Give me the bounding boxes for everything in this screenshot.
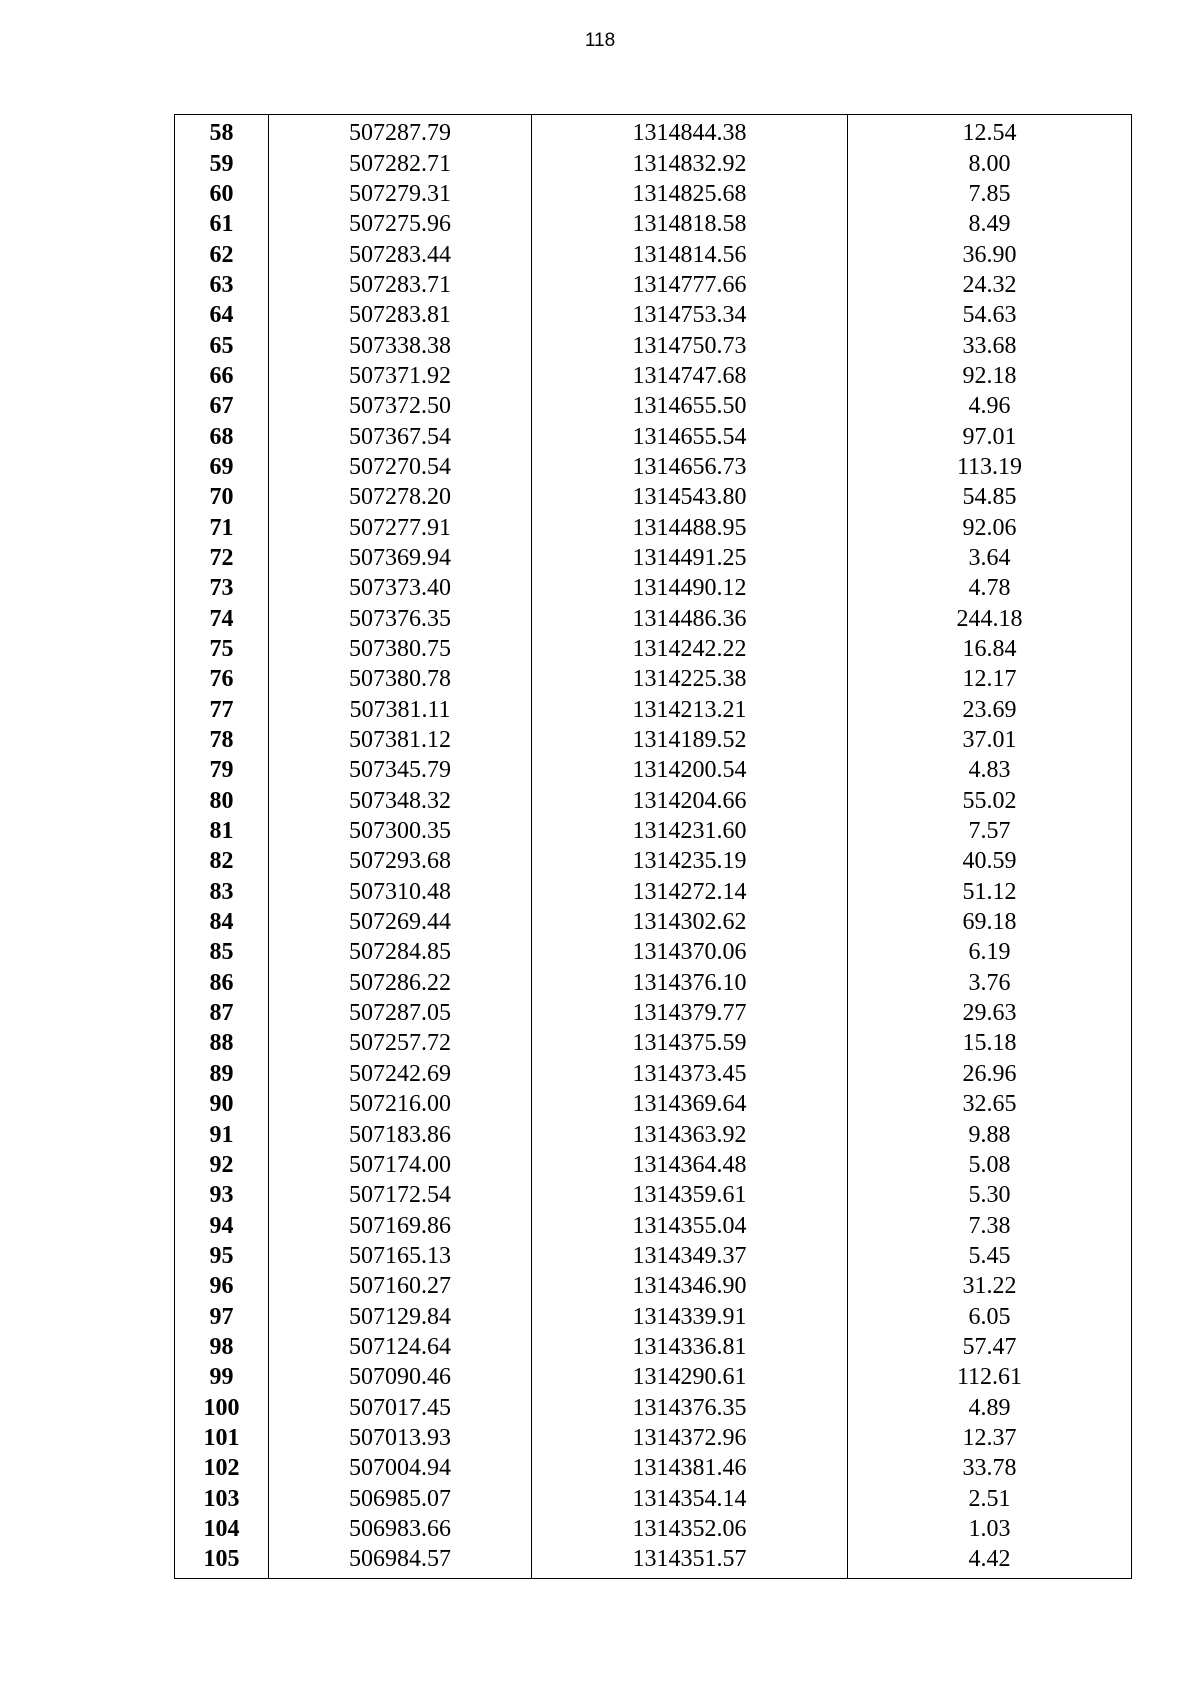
y-coordinate-cell: 1314490.12 [532, 573, 848, 603]
y-coordinate-cell: 1314200.54 [532, 755, 848, 785]
distance-cell: 12.17 [848, 664, 1132, 694]
y-coordinate-cell: 1314302.62 [532, 907, 848, 937]
table-row [175, 1028, 1132, 1058]
y-coordinate-cell: 1314231.60 [532, 816, 848, 846]
x-coordinate-cell: 507160.27 [269, 1271, 532, 1301]
y-coordinate-cell: 1314354.14 [532, 1483, 848, 1513]
x-coordinate-cell: 507345.79 [269, 755, 532, 785]
point-number-cell: 79 [175, 755, 269, 785]
y-coordinate-cell: 1314346.90 [532, 1271, 848, 1301]
y-coordinate-cell: 1314204.66 [532, 786, 848, 816]
table-row [175, 1362, 1132, 1392]
x-coordinate-cell: 507269.44 [269, 907, 532, 937]
x-coordinate-cell: 507381.11 [269, 695, 532, 725]
distance-cell: 7.85 [848, 179, 1132, 209]
x-coordinate-cell: 507381.12 [269, 725, 532, 755]
x-coordinate-cell: 507277.91 [269, 512, 532, 542]
y-coordinate-cell: 1314488.95 [532, 512, 848, 542]
point-number-cell: 82 [175, 846, 269, 876]
point-number-cell: 91 [175, 1119, 269, 1149]
x-coordinate-cell: 507293.68 [269, 846, 532, 876]
y-coordinate-cell: 1314272.14 [532, 877, 848, 907]
table-row [175, 1423, 1132, 1453]
x-coordinate-cell: 506983.66 [269, 1514, 532, 1544]
distance-cell: 16.84 [848, 634, 1132, 664]
x-coordinate-cell: 507172.54 [269, 1180, 532, 1210]
distance-cell: 54.85 [848, 482, 1132, 512]
point-number-cell: 94 [175, 1210, 269, 1240]
x-coordinate-cell: 506985.07 [269, 1483, 532, 1513]
distance-cell: 5.45 [848, 1241, 1132, 1271]
x-coordinate-cell: 507369.94 [269, 543, 532, 573]
point-number-cell: 85 [175, 937, 269, 967]
point-number-cell: 96 [175, 1271, 269, 1301]
coordinates-table-body [175, 115, 1132, 1579]
table-row [175, 604, 1132, 634]
table-row [175, 482, 1132, 512]
x-coordinate-cell: 507283.81 [269, 300, 532, 330]
distance-cell: 113.19 [848, 452, 1132, 482]
y-coordinate-cell: 1314290.61 [532, 1362, 848, 1392]
y-coordinate-cell: 1314369.64 [532, 1089, 848, 1119]
point-number-cell: 71 [175, 512, 269, 542]
point-number-cell: 66 [175, 361, 269, 391]
distance-cell: 92.06 [848, 512, 1132, 542]
table-row [175, 270, 1132, 300]
table-row [175, 115, 1132, 149]
y-coordinate-cell: 1314814.56 [532, 239, 848, 269]
point-number-cell: 68 [175, 421, 269, 451]
distance-cell: 37.01 [848, 725, 1132, 755]
x-coordinate-cell: 507174.00 [269, 1150, 532, 1180]
x-coordinate-cell: 507371.92 [269, 361, 532, 391]
y-coordinate-cell: 1314379.77 [532, 998, 848, 1028]
distance-cell: 112.61 [848, 1362, 1132, 1392]
point-number-cell: 104 [175, 1514, 269, 1544]
table-row [175, 148, 1132, 178]
y-coordinate-cell: 1314189.52 [532, 725, 848, 755]
distance-cell: 7.38 [848, 1210, 1132, 1240]
table-row [175, 786, 1132, 816]
distance-cell: 33.78 [848, 1453, 1132, 1483]
y-coordinate-cell: 1314825.68 [532, 179, 848, 209]
point-number-cell: 86 [175, 968, 269, 998]
table-row [175, 179, 1132, 209]
point-number-cell: 63 [175, 270, 269, 300]
distance-cell: 23.69 [848, 695, 1132, 725]
point-number-cell: 60 [175, 179, 269, 209]
point-number-cell: 70 [175, 482, 269, 512]
distance-cell: 51.12 [848, 877, 1132, 907]
point-number-cell: 83 [175, 877, 269, 907]
distance-cell: 5.30 [848, 1180, 1132, 1210]
y-coordinate-cell: 1314656.73 [532, 452, 848, 482]
table-row [175, 877, 1132, 907]
x-coordinate-cell: 507338.38 [269, 330, 532, 360]
point-number-cell: 102 [175, 1453, 269, 1483]
point-number-cell: 80 [175, 786, 269, 816]
table-row [175, 421, 1132, 451]
x-coordinate-cell: 507380.75 [269, 634, 532, 664]
point-number-cell: 93 [175, 1180, 269, 1210]
y-coordinate-cell: 1314376.35 [532, 1392, 848, 1422]
x-coordinate-cell: 507287.79 [269, 115, 532, 149]
y-coordinate-cell: 1314818.58 [532, 209, 848, 239]
point-number-cell: 78 [175, 725, 269, 755]
y-coordinate-cell: 1314359.61 [532, 1180, 848, 1210]
distance-cell: 12.37 [848, 1423, 1132, 1453]
x-coordinate-cell: 507373.40 [269, 573, 532, 603]
x-coordinate-cell: 507367.54 [269, 421, 532, 451]
distance-cell: 57.47 [848, 1332, 1132, 1362]
coordinates-table [174, 114, 1132, 1579]
distance-cell: 6.05 [848, 1301, 1132, 1331]
point-number-cell: 99 [175, 1362, 269, 1392]
point-number-cell: 59 [175, 148, 269, 178]
point-number-cell: 69 [175, 452, 269, 482]
y-coordinate-cell: 1314364.48 [532, 1150, 848, 1180]
y-coordinate-cell: 1314844.38 [532, 115, 848, 149]
x-coordinate-cell: 507090.46 [269, 1362, 532, 1392]
distance-cell: 4.89 [848, 1392, 1132, 1422]
point-number-cell: 73 [175, 573, 269, 603]
distance-cell: 3.76 [848, 968, 1132, 998]
table-row [175, 1483, 1132, 1513]
distance-cell: 26.96 [848, 1059, 1132, 1089]
distance-cell: 4.83 [848, 755, 1132, 785]
y-coordinate-cell: 1314336.81 [532, 1332, 848, 1362]
y-coordinate-cell: 1314486.36 [532, 604, 848, 634]
table-row [175, 725, 1132, 755]
table-row [175, 1210, 1132, 1240]
x-coordinate-cell: 507300.35 [269, 816, 532, 846]
distance-cell: 24.32 [848, 270, 1132, 300]
x-coordinate-cell: 507283.71 [269, 270, 532, 300]
y-coordinate-cell: 1314225.38 [532, 664, 848, 694]
table-row [175, 300, 1132, 330]
point-number-cell: 95 [175, 1241, 269, 1271]
x-coordinate-cell: 507257.72 [269, 1028, 532, 1058]
x-coordinate-cell: 507282.71 [269, 148, 532, 178]
table-row [175, 634, 1132, 664]
x-coordinate-cell: 507287.05 [269, 998, 532, 1028]
table-row [175, 1241, 1132, 1271]
y-coordinate-cell: 1314370.06 [532, 937, 848, 967]
table-row [175, 239, 1132, 269]
point-number-cell: 74 [175, 604, 269, 634]
distance-cell: 29.63 [848, 998, 1132, 1028]
x-coordinate-cell: 507348.32 [269, 786, 532, 816]
y-coordinate-cell: 1314351.57 [532, 1544, 848, 1578]
y-coordinate-cell: 1314363.92 [532, 1119, 848, 1149]
table-row [175, 573, 1132, 603]
point-number-cell: 84 [175, 907, 269, 937]
distance-cell: 33.68 [848, 330, 1132, 360]
table-row [175, 998, 1132, 1028]
distance-cell: 2.51 [848, 1483, 1132, 1513]
y-coordinate-cell: 1314543.80 [532, 482, 848, 512]
x-coordinate-cell: 507129.84 [269, 1301, 532, 1331]
y-coordinate-cell: 1314655.50 [532, 391, 848, 421]
point-number-cell: 72 [175, 543, 269, 573]
point-number-cell: 87 [175, 998, 269, 1028]
table-row [175, 1059, 1132, 1089]
y-coordinate-cell: 1314491.25 [532, 543, 848, 573]
point-number-cell: 90 [175, 1089, 269, 1119]
distance-cell: 40.59 [848, 846, 1132, 876]
point-number-cell: 76 [175, 664, 269, 694]
y-coordinate-cell: 1314376.10 [532, 968, 848, 998]
x-coordinate-cell: 507275.96 [269, 209, 532, 239]
y-coordinate-cell: 1314375.59 [532, 1028, 848, 1058]
table-row [175, 1301, 1132, 1331]
table-row [175, 907, 1132, 937]
table-row [175, 391, 1132, 421]
distance-cell: 5.08 [848, 1150, 1132, 1180]
distance-cell: 3.64 [848, 543, 1132, 573]
point-number-cell: 97 [175, 1301, 269, 1331]
distance-cell: 4.96 [848, 391, 1132, 421]
x-coordinate-cell: 507216.00 [269, 1089, 532, 1119]
y-coordinate-cell: 1314373.45 [532, 1059, 848, 1089]
y-coordinate-cell: 1314213.21 [532, 695, 848, 725]
table-row [175, 1514, 1132, 1544]
point-number-cell: 64 [175, 300, 269, 330]
table-row [175, 543, 1132, 573]
x-coordinate-cell: 507017.45 [269, 1392, 532, 1422]
distance-cell: 55.02 [848, 786, 1132, 816]
point-number-cell: 100 [175, 1392, 269, 1422]
table-row [175, 1271, 1132, 1301]
table-row [175, 1180, 1132, 1210]
table-row [175, 937, 1132, 967]
distance-cell: 12.54 [848, 115, 1132, 149]
distance-cell: 92.18 [848, 361, 1132, 391]
distance-cell: 69.18 [848, 907, 1132, 937]
distance-cell: 97.01 [848, 421, 1132, 451]
y-coordinate-cell: 1314381.46 [532, 1453, 848, 1483]
point-number-cell: 65 [175, 330, 269, 360]
point-number-cell: 92 [175, 1150, 269, 1180]
distance-cell: 32.65 [848, 1089, 1132, 1119]
x-coordinate-cell: 507183.86 [269, 1119, 532, 1149]
y-coordinate-cell: 1314349.37 [532, 1241, 848, 1271]
point-number-cell: 103 [175, 1483, 269, 1513]
table-row [175, 755, 1132, 785]
distance-cell: 1.03 [848, 1514, 1132, 1544]
y-coordinate-cell: 1314242.22 [532, 634, 848, 664]
table-row [175, 361, 1132, 391]
y-coordinate-cell: 1314372.96 [532, 1423, 848, 1453]
table-row [175, 816, 1132, 846]
table-row [175, 452, 1132, 482]
distance-cell: 54.63 [848, 300, 1132, 330]
point-number-cell: 88 [175, 1028, 269, 1058]
table-row [175, 968, 1132, 998]
y-coordinate-cell: 1314235.19 [532, 846, 848, 876]
table-row [175, 1544, 1132, 1578]
table-row [175, 512, 1132, 542]
table-row [175, 209, 1132, 239]
distance-cell: 4.42 [848, 1544, 1132, 1578]
y-coordinate-cell: 1314655.54 [532, 421, 848, 451]
y-coordinate-cell: 1314832.92 [532, 148, 848, 178]
x-coordinate-cell: 507376.35 [269, 604, 532, 634]
table-row [175, 1453, 1132, 1483]
table-row [175, 1119, 1132, 1149]
table-row [175, 695, 1132, 725]
table-row [175, 664, 1132, 694]
y-coordinate-cell: 1314747.68 [532, 361, 848, 391]
distance-cell: 8.00 [848, 148, 1132, 178]
distance-cell: 8.49 [848, 209, 1132, 239]
point-number-cell: 58 [175, 115, 269, 149]
page-number: 118 [584, 30, 616, 51]
x-coordinate-cell: 507242.69 [269, 1059, 532, 1089]
distance-cell: 6.19 [848, 937, 1132, 967]
x-coordinate-cell: 507270.54 [269, 452, 532, 482]
table-row [175, 330, 1132, 360]
distance-cell: 31.22 [848, 1271, 1132, 1301]
point-number-cell: 77 [175, 695, 269, 725]
y-coordinate-cell: 1314777.66 [532, 270, 848, 300]
x-coordinate-cell: 507278.20 [269, 482, 532, 512]
x-coordinate-cell: 507283.44 [269, 239, 532, 269]
x-coordinate-cell: 507279.31 [269, 179, 532, 209]
y-coordinate-cell: 1314339.91 [532, 1301, 848, 1331]
table-row [175, 1150, 1132, 1180]
x-coordinate-cell: 507004.94 [269, 1453, 532, 1483]
point-number-cell: 62 [175, 239, 269, 269]
point-number-cell: 75 [175, 634, 269, 664]
x-coordinate-cell: 507310.48 [269, 877, 532, 907]
distance-cell: 7.57 [848, 816, 1132, 846]
distance-cell: 15.18 [848, 1028, 1132, 1058]
table-row [175, 846, 1132, 876]
x-coordinate-cell: 507169.86 [269, 1210, 532, 1240]
x-coordinate-cell: 507124.64 [269, 1332, 532, 1362]
table-row [175, 1089, 1132, 1119]
point-number-cell: 67 [175, 391, 269, 421]
y-coordinate-cell: 1314753.34 [532, 300, 848, 330]
distance-cell: 244.18 [848, 604, 1132, 634]
point-number-cell: 98 [175, 1332, 269, 1362]
x-coordinate-cell: 507165.13 [269, 1241, 532, 1271]
distance-cell: 4.78 [848, 573, 1132, 603]
x-coordinate-cell: 507284.85 [269, 937, 532, 967]
x-coordinate-cell: 507372.50 [269, 391, 532, 421]
point-number-cell: 81 [175, 816, 269, 846]
x-coordinate-cell: 507286.22 [269, 968, 532, 998]
point-number-cell: 101 [175, 1423, 269, 1453]
x-coordinate-cell: 506984.57 [269, 1544, 532, 1578]
y-coordinate-cell: 1314750.73 [532, 330, 848, 360]
table-row [175, 1332, 1132, 1362]
table-row [175, 1392, 1132, 1422]
point-number-cell: 89 [175, 1059, 269, 1089]
point-number-cell: 105 [175, 1544, 269, 1578]
x-coordinate-cell: 507013.93 [269, 1423, 532, 1453]
point-number-cell: 61 [175, 209, 269, 239]
distance-cell: 9.88 [848, 1119, 1132, 1149]
y-coordinate-cell: 1314352.06 [532, 1514, 848, 1544]
distance-cell: 36.90 [848, 239, 1132, 269]
y-coordinate-cell: 1314355.04 [532, 1210, 848, 1240]
x-coordinate-cell: 507380.78 [269, 664, 532, 694]
